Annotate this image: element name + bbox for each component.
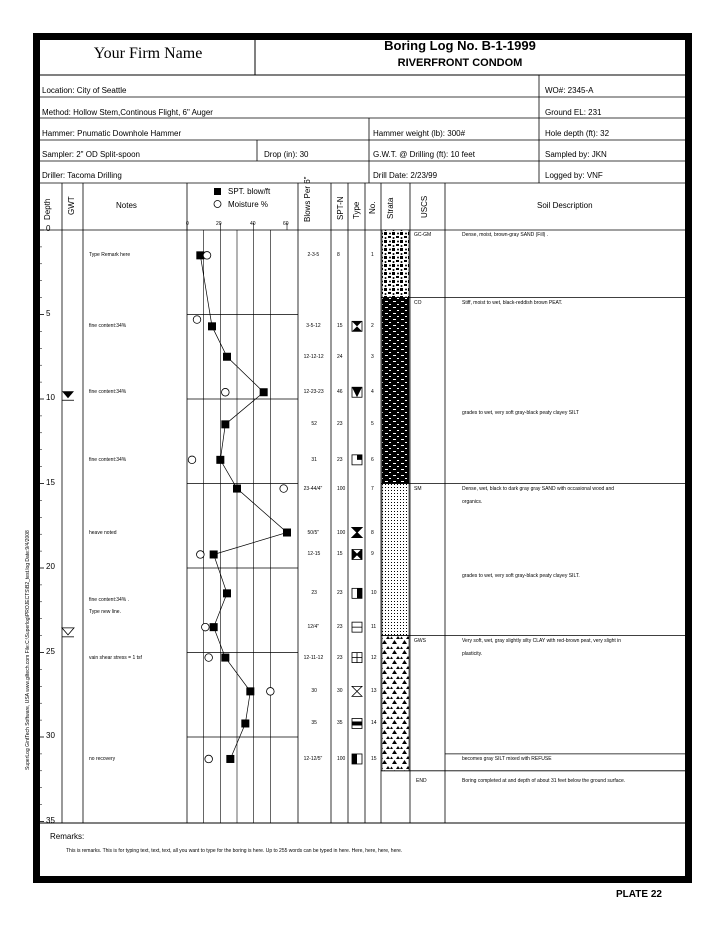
blow-count: 23-44/4" [303,485,323,492]
spt-n-value: 8 [337,252,340,259]
scale-tick-0: 0 [186,221,189,227]
sample-type-icon [352,528,362,538]
sample-number: 8 [371,529,374,536]
note-text: vain shear stress = 1 tsf [89,654,142,661]
moisture-data-point [203,252,211,260]
soil-description: Stiff, moist to wet, black-reddish brown PEAT. [462,299,563,306]
strata-pattern [382,636,409,771]
boring-log-title: Boring Log No. B-1-1999 [384,38,536,53]
blow-count: 30 [311,688,317,695]
drill-date-field: Drill Date: 2/23/99 [373,171,438,180]
project-name: RIVERFRONT CONDOM [397,57,523,69]
spt-n-value: 23 [337,590,343,597]
scale-tick-40: 40 [250,221,256,227]
depth-label: 35 [46,815,55,825]
spt-data-point [260,388,268,396]
spt-n-value: 100 [337,755,346,762]
moisture-legend-icon [214,201,221,208]
wo-field: WO#: 2345-A [545,86,594,95]
remarks-label: Remarks: [50,832,85,841]
scale-tick-60: 60 [283,221,289,227]
sampled-by-field: Sampled by: JKN [545,150,607,159]
blow-count: 12/4" [307,624,320,631]
note-text: Type new line. [89,608,121,615]
note-text: fine content:34% [89,456,127,463]
note-text: fine content:34% . [89,597,130,604]
sptn-header: SPT-N [336,196,345,220]
moisture-data-point [202,623,210,631]
blow-count: 31 [311,456,317,463]
sample-type-icon [352,721,362,725]
spt-data-point [226,755,234,763]
note-text: heave noted [89,529,117,536]
moisture-data-point [280,485,288,493]
soil-description: Dense, wet, black to dark gray gray SAND with occasional wood and [462,485,615,492]
moisture-data-point [188,456,196,464]
sample-number: 1 [371,252,374,259]
location-field: Location: City of Seattle [42,86,127,95]
sample-number: 14 [371,720,377,727]
spt-series-line [200,255,287,759]
soil-description: Very soft, wet, gray slightly silty CLAY with red-brown peat, very slight in [462,637,622,644]
spt-data-point [208,322,216,330]
uscs-code: GWS [414,637,426,644]
software-footer: SuperLog GintTech Software, USA www.giltech.com File:C:\Superlog\PROJECTS\B2_test.log Date:9/4/2008 [25,530,31,770]
spt-n-value: 23 [337,456,343,463]
moisture-data-point [267,688,275,696]
sample-type-icon [357,455,362,460]
remarks-text: This is remarks. This is for typing text, text, text, all you want to type for the boring is here. Up to 255 words can be typed in here. Here, here, here, here. [66,848,403,854]
depth-label: 25 [46,646,55,656]
strata-pattern [382,484,409,636]
groundwater-marker-icon [62,628,74,635]
spt-n-value: 15 [337,551,343,558]
depth-label: 30 [46,731,55,740]
uscs-code: CO [414,299,422,306]
spt-data-point [223,589,231,597]
spt-legend-label: SPT. blow/ft [228,187,271,196]
sample-type-icon [352,754,357,764]
uscs-code: END [416,777,427,784]
plate-number: PLATE 22 [616,889,662,900]
spt-n-value: 24 [337,353,343,360]
sample-number: 4 [371,389,374,396]
spt-n-value: 100 [337,529,346,536]
type-header: Type [352,201,361,219]
moisture-data-point [222,388,230,396]
spt-n-value: 35 [337,720,343,727]
moisture-data-point [205,654,213,662]
spt-data-point [223,353,231,361]
spt-n-value: 23 [337,654,343,661]
spt-data-point [210,550,218,558]
sample-number: 3 [371,353,374,360]
blow-count: 2-3-5 [307,252,320,259]
hammer-field: Hammer: Pnumatic Downhole Hammer [42,129,182,138]
notes-header: Notes [116,201,137,210]
sampler-field: Sampler: 2" OD Split-spoon [42,150,140,159]
method-field: Method: Hollow Stem,Continous Flight, 6" Auger [42,108,213,117]
scale-tick-20: 20 [216,221,222,227]
spt-n-value: 100 [337,485,346,492]
hammer-weight-field: Hammer weight (lb): 300# [373,129,466,138]
blow-count: 12-23-23 [303,389,324,396]
spt-n-value: 46 [337,389,343,396]
spt-data-point [221,654,229,662]
soil-description: becomes gray SILT mixed with REFUSE [462,755,552,762]
strata-pattern [382,298,409,484]
sample-number: 6 [371,456,374,463]
spt-data-point [233,485,241,493]
no-header: No. [368,201,377,214]
spt-data-point [221,420,229,428]
sample-number: 11 [371,624,377,631]
sample-number: 7 [371,485,374,492]
soil-description-header: Soil Description [537,201,593,210]
sample-number: 10 [371,590,377,597]
moisture-data-point [205,755,213,763]
soil-description: plasticity. [462,650,483,657]
note-text: no recovery [89,755,116,762]
depth-label: 20 [46,562,55,571]
blow-count: 35 [311,720,317,727]
blow-count: 3-5-12 [306,323,321,330]
blow-count: 23 [311,590,317,597]
spt-data-point [216,456,224,464]
spt-data-point [241,719,249,727]
logged-by-field: Logged by: VNF [545,171,603,180]
ground-el-field: Ground EL: 231 [545,108,602,117]
depth-label: 0 [46,224,51,233]
strata-pattern [382,230,409,298]
spt-data-point [246,687,254,695]
strata-header: Strata [386,197,395,219]
sample-number: 9 [371,551,374,558]
depth-header: Depth [43,198,52,220]
blow-count: 12-11-12 [303,654,324,661]
uscs-header: USCS [420,195,429,218]
sample-type-icon [357,588,362,598]
note-text: Type Remark here [89,252,131,259]
sample-type-icon [352,686,362,696]
depth-label: 5 [46,308,51,318]
spt-data-point [210,623,218,631]
blow-count: 12-12/5" [303,755,323,762]
spt-n-value: 23 [337,624,343,631]
sample-number: 2 [371,323,374,330]
blow-count: 12-12-12 [303,353,324,360]
sample-number: 12 [371,654,377,661]
gwt-header: GWT [67,196,76,215]
gwt-field: G.W.T. @ Drilling (ft): 10 feet [373,150,475,159]
soil-description: organics. [462,498,483,505]
hole-depth-field: Hole depth (ft): 32 [545,129,610,138]
firm-name: Your Firm Name [93,45,203,62]
spt-legend-icon [214,188,221,195]
soil-description: grades to wet, very soft gray-black peaty clayey SILT [462,409,579,416]
moisture-data-point [197,551,205,559]
moisture-legend-label: Moisture % [228,200,269,209]
blow-count: 52 [311,421,317,428]
spt-n-value: 15 [337,323,343,330]
depth-label: 10 [46,393,55,402]
soil-description: Dense, moist, brown-gray SAND (Fill) . [462,232,549,238]
soil-description: Boring completed at and depth of about 31 feet below the ground surface. [462,777,626,784]
sample-number: 13 [371,688,377,695]
groundwater-marker-icon [62,391,74,398]
depth-label: 15 [46,477,55,487]
sample-number: 5 [371,421,374,428]
sample-number: 15 [371,755,377,762]
note-text: fine content:34% [89,389,127,396]
blows-header: Blows Per 6" [303,176,312,222]
spt-n-value: 30 [337,688,343,695]
moisture-data-point [193,316,201,324]
spt-n-value: 23 [337,421,343,428]
soil-description: grades to wet, very soft gray-black peaty clayey SILT. [462,573,580,580]
spt-data-point [283,529,291,537]
driller-field: Driller: Tacoma Drilling [42,171,122,180]
drop-field: Drop (in): 30 [264,150,309,159]
blow-count: 50/5" [307,529,320,536]
uscs-code: GC-GM [414,232,432,238]
blow-count: 12-15 [307,551,321,558]
note-text: fine content:34% [89,323,127,330]
uscs-code: SM [414,485,422,492]
